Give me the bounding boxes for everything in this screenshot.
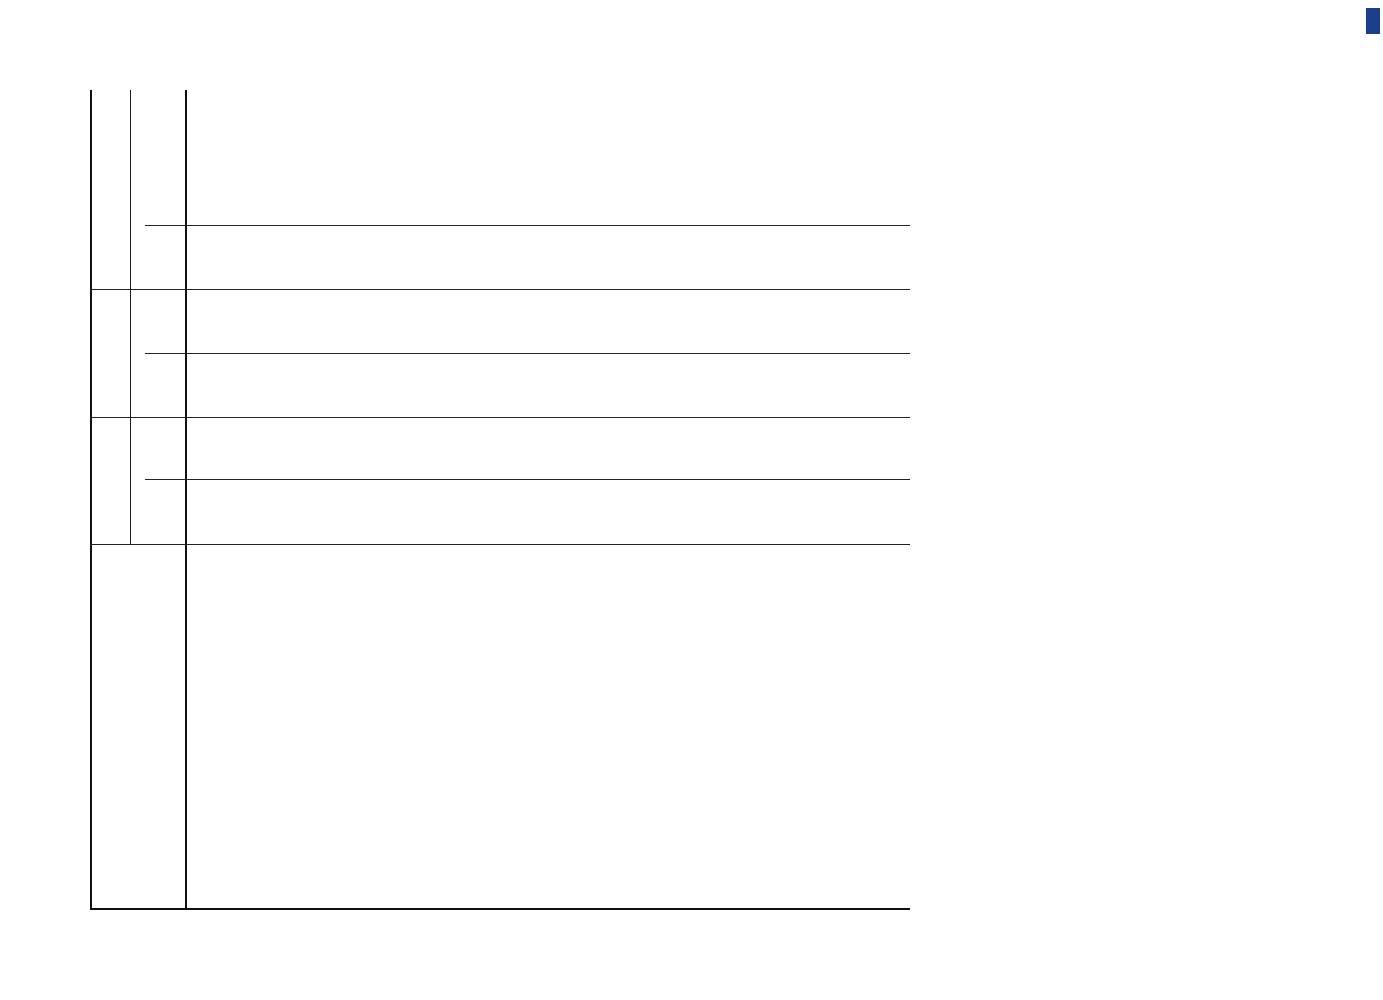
dfg-logo-icon	[1366, 8, 1380, 34]
